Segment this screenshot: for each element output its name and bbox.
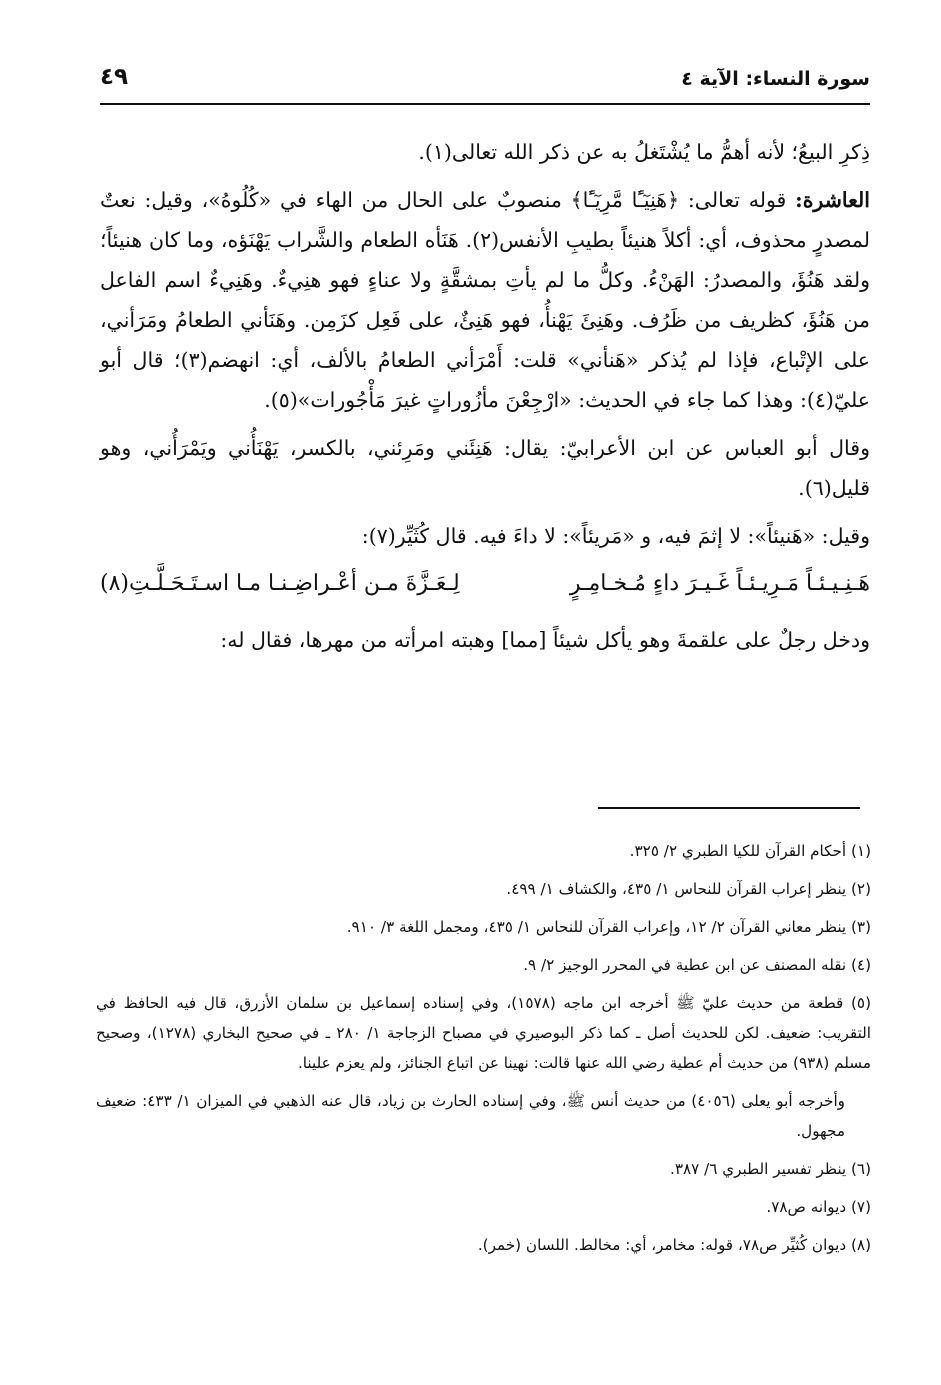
paragraph-text: قوله تعالى: ﴿هَنِيٓـًٔا مَّرِيٓـًٔا﴾ منصوبٌ على الحال من الهاء في «كُلُوهُ»، وقيل: نعتٌ لمصدرٍ محذوف، أي: أكلاً هنيئاً بطيبِ الأنفس(٢). هَنَأه الطعام والشَّراب يَهْنَؤه، وما كان هنيئاً؛ ولقد هَنُؤَ، والمصدرُ: الهَنْءُ. وكلُّ ما لم يأتِ بمشقَّةٍ ولا عناءٍ فهو هنِيءٌ. وهَنِيءٌ اسم الفاعل من هَنُؤَ، كظريف من ظَرُف. وهَنِئَ يَهْنأُ، فهو هَنِئٌ، على فَعِل كزَمِن. وهَنَأني الطعامُ ومَرَأني، على الإتْباع، فإذا لم يُذكر «هَنأني» قلت: أَمْرَأني الطعامُ بالألف، أي: انهضم(٣)؛ قال أبو عليّ(٤): وهذا كما جاء في الحديث: «ارْجِعْنَ مأزُوراتٍ غيرَ مَأْجُورات»(٥). <box>100 188 870 412</box>
footnote: (٥) قطعة من حديث عليّ ﷺ أخرجه ابن ماجه (١٥٧٨)، وفي إسناده إسماعيل بن سلمان الأزرق، قال فيه الحافظ في التقريب: ضعيف. لكن للحديث أصل ـ كما ذكر البوصيري في مصباح الزجاجة ١/ ٢٨٠ ـ في صحيح البخاري (١٢٧٨)، وصحيح مسلم (٩٣٨) من حديث أم عطية رضي الله عنها قالت: نهينا عن اتباع الجنائز، ولم يعزم علينا. <box>96 994 871 1072</box>
footnote: (٣) ينظر معاني القرآن ٢/ ١٢، وإعراب القرآن للنحاس ١/ ٤٣٥، ومجمل اللغة ٣/ ٩١٠. <box>346 918 871 936</box>
verse-second-hemistich: لِـعَـزَّةَ مـن أعْـراضِـنـا مـا اسـتَـحَـلَّـتِ(٨) <box>100 571 460 596</box>
section-lead: العاشرة: <box>795 188 870 212</box>
header-divider <box>100 103 870 105</box>
paragraph: وقال أبو العباس عن ابن الأعرابيّ: يقال: هَنِئَني ومَرِئني، بالكسر، يَهْنَأُني ويَمْرَأُني، وهو قليل(٦). <box>100 436 870 500</box>
footnote: (١) أحكام القرآن للكيا الطبري ٢/ ٣٢٥. <box>629 842 871 860</box>
footnote: (٧) ديوانه ص٧٨. <box>766 1198 871 1216</box>
poetry-verse <box>100 562 870 606</box>
running-title: سورة النساء: الآية ٤ <box>681 68 870 90</box>
main-text <box>100 132 870 668</box>
paragraph: وقيل: «هَنيئاً»: لا إثمَ فيه، و «مَريئاً»: لا داءَ فيه. قال كُثَيِّر(٧): <box>361 524 870 548</box>
paragraph: ودخل رجلٌ على علقمةَ وهو يأكل شيئاً [مما] وهبته امرأته من مهرها، فقال له: <box>220 628 870 652</box>
footnote: (٦) ينظر تفسير الطبري ٦/ ٣٨٧. <box>669 1160 871 1178</box>
footnotes <box>96 836 871 1268</box>
page-header <box>100 62 870 102</box>
footnote-divider <box>598 807 860 809</box>
footnote: (٢) ينظر إعراب القرآن للنحاس ١/ ٤٣٥، والكشاف ١/ ٤٩٩. <box>506 880 871 898</box>
paragraph-tenth <box>100 180 870 420</box>
footnote-continuation: وأخرجه أبو يعلى (٤٠٥٦) من حديث أنس ﷺ، وفي إسناده الحارث بن زياد، قال عنه الذهبي في الميزان ١/ ٤٣٣: ضعيف مجهول. <box>96 1092 845 1140</box>
verse-first-hemistich: هَـنِـيـئـاً مَـرِيـئـاً غَـيـرَ داءٍ مُـخـامِـرٍ <box>569 571 870 596</box>
footnote: (٤) نقله المصنف عن ابن عطية في المحرر الوجيز ٢/ ٩. <box>523 956 871 974</box>
footnote: (٨) ديوان كُثيِّر ص٧٨، قوله: مخامر، أي: مخالط. اللسان (خمر). <box>477 1236 871 1254</box>
paragraph: ذِكرِ البيعُ؛ لأنه أهمُّ ما يُشْتَغلُ به عن ذكر الله تعالى(١). <box>418 140 870 164</box>
page-number: ٤٩ <box>100 64 129 90</box>
